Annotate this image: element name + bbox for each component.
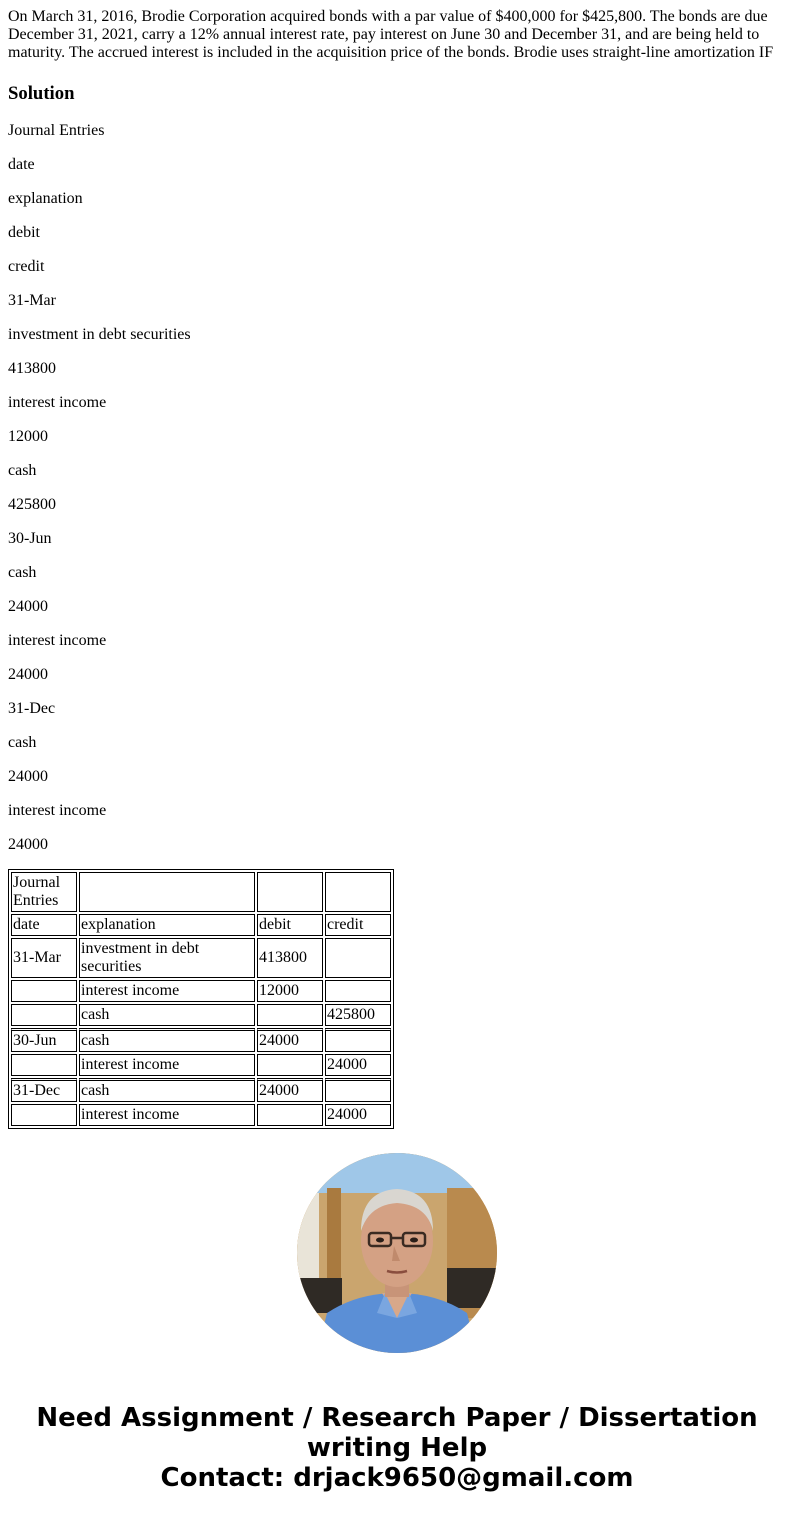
text-line: 12000 [8,428,48,445]
table-row [11,938,391,978]
promo-line: writing Help [306,1433,488,1463]
promo-banner [0,1403,794,1493]
text-line: interest income [8,632,107,649]
table-cell: 24000 [257,1028,323,1052]
table-cell: 413800 [257,938,323,978]
text-line: credit [8,258,45,275]
promo-contact: Contact: drjack9650@gmail.com [160,1463,634,1493]
table-row [11,872,391,912]
table-cell: 24000 [257,1078,323,1102]
text-line: investment in debt securities [8,326,191,343]
column-header-debit: debit [257,914,323,936]
table-row [11,1104,391,1126]
table-cell [11,1054,77,1076]
journal-table [8,869,394,1129]
table-row [11,1054,391,1076]
author-avatar [297,1153,497,1353]
table-row [11,1078,391,1102]
table-cell: 30-Jun [11,1028,77,1052]
solution-text-lines [8,122,786,854]
table-cell: 12000 [257,980,323,1002]
text-line: 24000 [8,768,48,785]
table-cell [11,980,77,1002]
column-header-explanation: explanation [79,914,255,936]
table-cell [325,872,391,912]
table-cell [325,938,391,978]
text-line: 413800 [8,360,56,377]
table-header-row [11,914,391,936]
table-cell: 31-Dec [11,1078,77,1102]
text-line: cash [8,564,37,581]
table-cell [257,1104,323,1126]
table-cell: cash [79,1078,255,1102]
table-cell [11,1004,77,1026]
table-cell: interest income [79,1104,255,1126]
table-cell [257,1054,323,1076]
promo-line: Need Assignment / Research Paper / Dissertation [36,1403,758,1433]
column-header-credit: credit [325,914,391,936]
table-row [11,1028,391,1052]
table-cell [325,1028,391,1052]
author-photo [297,1153,497,1353]
text-line: 30-Jun [8,530,52,547]
table-cell: 31-Mar [11,938,77,978]
text-line: debit [8,224,40,241]
text-line: cash [8,462,37,479]
table-cell: cash [79,1028,255,1052]
table-cell: cash [79,1004,255,1026]
table-cell: interest income [79,1054,255,1076]
solution-heading: Solution [8,83,75,104]
text-line: explanation [8,190,83,207]
text-line: 31-Dec [8,700,56,717]
table-cell [257,872,323,912]
table-cell [325,1078,391,1102]
text-line: Journal Entries [8,122,105,139]
text-line: 24000 [8,666,48,683]
table-cell [325,980,391,1002]
text-line: 24000 [8,598,48,615]
table-cell [11,1104,77,1126]
text-line: interest income [8,802,107,819]
text-line: date [8,156,35,173]
document-body [8,0,786,854]
table-cell: 24000 [325,1054,391,1076]
text-line: 24000 [8,836,48,853]
table-row [11,980,391,1002]
table-row [11,1004,391,1026]
column-header-date: date [11,914,77,936]
question-text: On March 31, 2016, Brodie Corporation acquired bonds with a par value of $400,000 for $425,800. The bonds are due December 31, 2021, carry a 12% annual interest rate, pay interest on June 30 and December 31, and are being held to maturity. The accrued interest is included in the acquisition price of the bonds. Brodie uses straight-line amortization IF [8,8,774,61]
text-line: interest income [8,394,107,411]
text-line: 31-Mar [8,292,56,309]
table-cell: 425800 [325,1004,391,1026]
table-cell [257,1004,323,1026]
table-cell: investment in debt securities [79,938,255,978]
table-cell: 24000 [325,1104,391,1126]
table-cell [79,872,255,912]
table-title-cell: Journal Entries [11,872,77,912]
text-line: 425800 [8,496,56,513]
text-line: cash [8,734,37,751]
table-cell: interest income [79,980,255,1002]
